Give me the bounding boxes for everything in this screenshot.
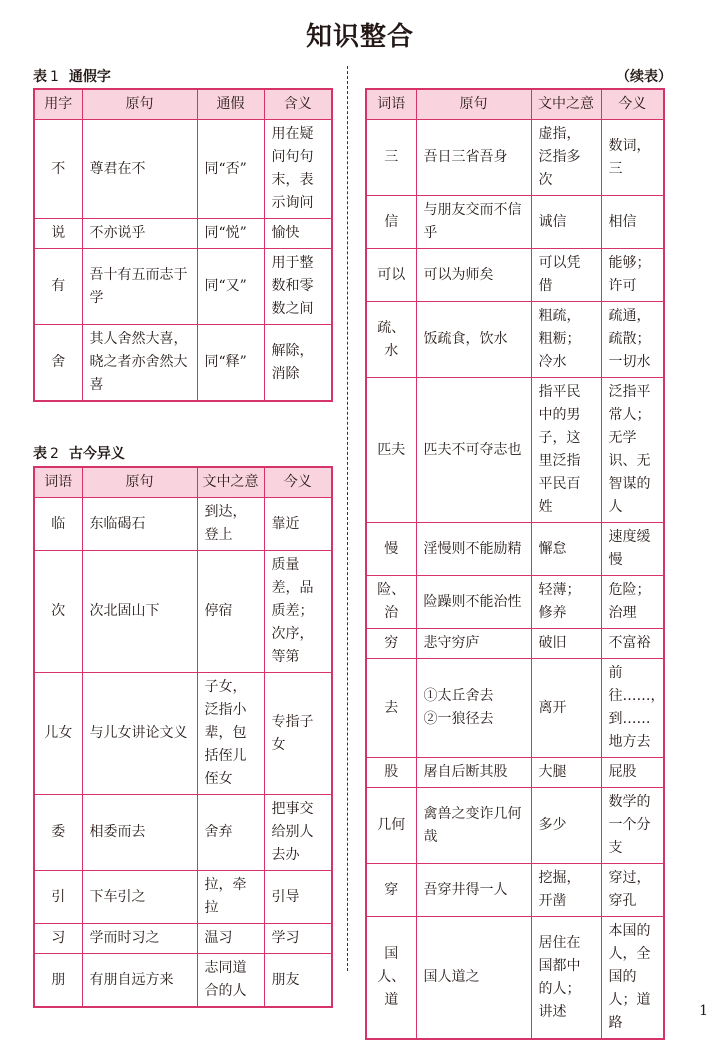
table-cell: 学习 [264, 924, 332, 954]
table-cell: 习 [34, 924, 82, 954]
table2-header-row [34, 467, 332, 498]
table-row [366, 249, 664, 302]
table-row [366, 788, 664, 864]
table-cell: 学而时习之 [82, 924, 197, 954]
table-cell: 速度缓慢 [601, 523, 664, 576]
table-cell: 国人道之 [416, 917, 531, 1040]
table-cell: 次北固山下 [82, 551, 197, 673]
table-cell: 信 [366, 196, 416, 249]
table-cell: 舍 [34, 325, 82, 402]
table-row [366, 758, 664, 788]
table2-header-cell: 文中之意 [197, 467, 264, 498]
table2-number: 2 [50, 446, 59, 462]
table-row [34, 219, 332, 249]
table-row [366, 196, 664, 249]
table-cell: 几何 [366, 788, 416, 864]
table-row [34, 551, 332, 673]
table-cell: 儿女 [34, 673, 82, 795]
table-cell: 穿 [366, 864, 416, 917]
table1-label: 表 [33, 69, 47, 85]
table-cell: 专指子女 [264, 673, 332, 795]
table-cell: 可以为师矣 [416, 249, 531, 302]
table-cell: 破旧 [531, 629, 601, 659]
table-cell: 相信 [601, 196, 664, 249]
table-cell: 股 [366, 758, 416, 788]
table-row [366, 378, 664, 523]
table-cell: 三 [366, 120, 416, 196]
table-row [366, 120, 664, 196]
page-number: 1 [699, 1003, 708, 1019]
table-cell: 引 [34, 871, 82, 924]
table-cell: 同“释” [197, 325, 264, 402]
table-cell: 东临碣石 [82, 498, 197, 551]
table-cell: 本国的人，全国的人；道路 [601, 917, 664, 1040]
table-cell: 用在疑问句句末，表示询问 [264, 120, 332, 219]
table-cell: 相委而去 [82, 795, 197, 871]
table-cell: 大腿 [531, 758, 601, 788]
table-cell: 志同道合的人 [197, 954, 264, 1008]
table2-body [34, 498, 332, 1008]
table-row [366, 576, 664, 629]
table2-caption [33, 443, 125, 463]
table-row [366, 659, 664, 758]
table-cell: 拉，牵拉 [197, 871, 264, 924]
table-cell: 吾十有五而志于学 [82, 249, 197, 325]
table1-header-cell: 通假 [197, 89, 264, 120]
table1-caption [33, 66, 111, 86]
table-row [34, 120, 332, 219]
table1-header-cell: 原句 [82, 89, 197, 120]
table-cell: 有 [34, 249, 82, 325]
table-row [34, 795, 332, 871]
table-row [34, 673, 332, 795]
table-cell: 去 [366, 659, 416, 758]
table-cell: 可以 [366, 249, 416, 302]
table-cell: 愉快 [264, 219, 332, 249]
table-cell: 解除，消除 [264, 325, 332, 402]
table1-header-cell: 用字 [34, 89, 82, 120]
table1-tongjiazi [33, 88, 333, 402]
table-row [34, 924, 332, 954]
table1-number: 1 [50, 69, 59, 85]
table-row [366, 523, 664, 576]
table-cell: 尊君在不 [82, 120, 197, 219]
table-cell: 屁股 [601, 758, 664, 788]
table-cell: 与朋友交而不信乎 [416, 196, 531, 249]
table-cell: 居住在国都中的人；讲述 [531, 917, 601, 1040]
table-cell: 悲守穷庐 [416, 629, 531, 659]
table3-continued [365, 88, 665, 1040]
table1-name: 通假字 [68, 69, 111, 85]
table-cell: 质量差，品质差；次序，等第 [264, 551, 332, 673]
table-cell: 到达，登上 [197, 498, 264, 551]
table-cell: 诚信 [531, 196, 601, 249]
table-cell: 数学的一个分支 [601, 788, 664, 864]
table2-header-cell: 原句 [82, 467, 197, 498]
table-row [34, 871, 332, 924]
table-cell: 穿过，穿孔 [601, 864, 664, 917]
table3-header-cell: 词语 [366, 89, 416, 120]
table-cell: 屠自后断其股 [416, 758, 531, 788]
table-cell: 前往……，到……地方去 [601, 659, 664, 758]
table-cell: 同“又” [197, 249, 264, 325]
table-cell: 淫慢则不能励精 [416, 523, 531, 576]
table-cell: 险躁则不能治性 [416, 576, 531, 629]
table-row [366, 302, 664, 378]
table-cell: 危险；治理 [601, 576, 664, 629]
table-cell: 把事交给别人去办 [264, 795, 332, 871]
table-cell: 数词，三 [601, 120, 664, 196]
table-cell: 穷 [366, 629, 416, 659]
table-cell: 不亦说乎 [82, 219, 197, 249]
table-cell: 匹夫不可夺志也 [416, 378, 531, 523]
column-divider [347, 66, 348, 971]
table3-header-cell: 今义 [601, 89, 664, 120]
table-cell: 险、治 [366, 576, 416, 629]
table-cell: 委 [34, 795, 82, 871]
table-cell: 温习 [197, 924, 264, 954]
table3-caption: （续表） [616, 69, 672, 85]
table-cell: 临 [34, 498, 82, 551]
table3-body [366, 120, 664, 1040]
table-cell: 疏、水 [366, 302, 416, 378]
table-cell: 轻薄；修养 [531, 576, 601, 629]
table3-header-cell: 原句 [416, 89, 531, 120]
table-cell: 同“否” [197, 120, 264, 219]
table-row [366, 917, 664, 1040]
table-cell: 用于整数和零数之间 [264, 249, 332, 325]
table-cell: 有朋自远方来 [82, 954, 197, 1008]
table-row [366, 629, 664, 659]
table1-header-row [34, 89, 332, 120]
table-cell: 多少 [531, 788, 601, 864]
table-cell: ①太丘舍去 ②一狼径去 [416, 659, 531, 758]
table-cell: 其人舍然大喜，晓之者亦舍然大喜 [82, 325, 197, 402]
table-cell: 粗疏，粗粝；冷水 [531, 302, 601, 378]
table-cell: 国人、道 [366, 917, 416, 1040]
table2-header-cell: 词语 [34, 467, 82, 498]
table-cell: 指平民中的男子，这里泛指平民百姓 [531, 378, 601, 523]
table-row [34, 325, 332, 402]
table-cell: 引导 [264, 871, 332, 924]
table-cell: 慢 [366, 523, 416, 576]
table-cell: 同“悦” [197, 219, 264, 249]
table-cell: 禽兽之变诈几何哉 [416, 788, 531, 864]
table-cell: 匹夫 [366, 378, 416, 523]
table-cell: 离开 [531, 659, 601, 758]
table-cell: 不富裕 [601, 629, 664, 659]
table-cell: 吾日三省吾身 [416, 120, 531, 196]
page-title: 知识整合 [305, 22, 414, 52]
table-cell: 靠近 [264, 498, 332, 551]
table-cell: 疏通，疏散；一切水 [601, 302, 664, 378]
table-cell: 舍弃 [197, 795, 264, 871]
table3-header-cell: 文中之意 [531, 89, 601, 120]
table-cell: 不 [34, 120, 82, 219]
table-cell: 下车引之 [82, 871, 197, 924]
table-cell: 可以凭借 [531, 249, 601, 302]
table-cell: 虚指，泛指多次 [531, 120, 601, 196]
table2-header-cell: 今义 [264, 467, 332, 498]
table-cell: 次 [34, 551, 82, 673]
table2-label: 表 [33, 446, 47, 462]
table-cell: 泛指平常人；无学识、无智谋的人 [601, 378, 664, 523]
table-row [34, 249, 332, 325]
table1-header-cell: 含义 [264, 89, 332, 120]
table2-name: 古今异义 [68, 446, 125, 462]
table-cell: 能够；许可 [601, 249, 664, 302]
table-cell: 懈怠 [531, 523, 601, 576]
table2-gujinyiyi [33, 466, 333, 1008]
table-cell: 与儿女讲论文义 [82, 673, 197, 795]
table-cell: 停宿 [197, 551, 264, 673]
table-row [34, 954, 332, 1008]
table1-body [34, 120, 332, 402]
table-cell: 饭疏食，饮水 [416, 302, 531, 378]
table3-header-row [366, 89, 664, 120]
table-row [34, 498, 332, 551]
table-cell: 吾穿井得一人 [416, 864, 531, 917]
table-cell: 说 [34, 219, 82, 249]
table-cell: 子女，泛指小辈，包括侄儿侄女 [197, 673, 264, 795]
table-cell: 挖掘，开凿 [531, 864, 601, 917]
table-cell: 朋友 [264, 954, 332, 1008]
table-row [366, 864, 664, 917]
table-cell: 朋 [34, 954, 82, 1008]
